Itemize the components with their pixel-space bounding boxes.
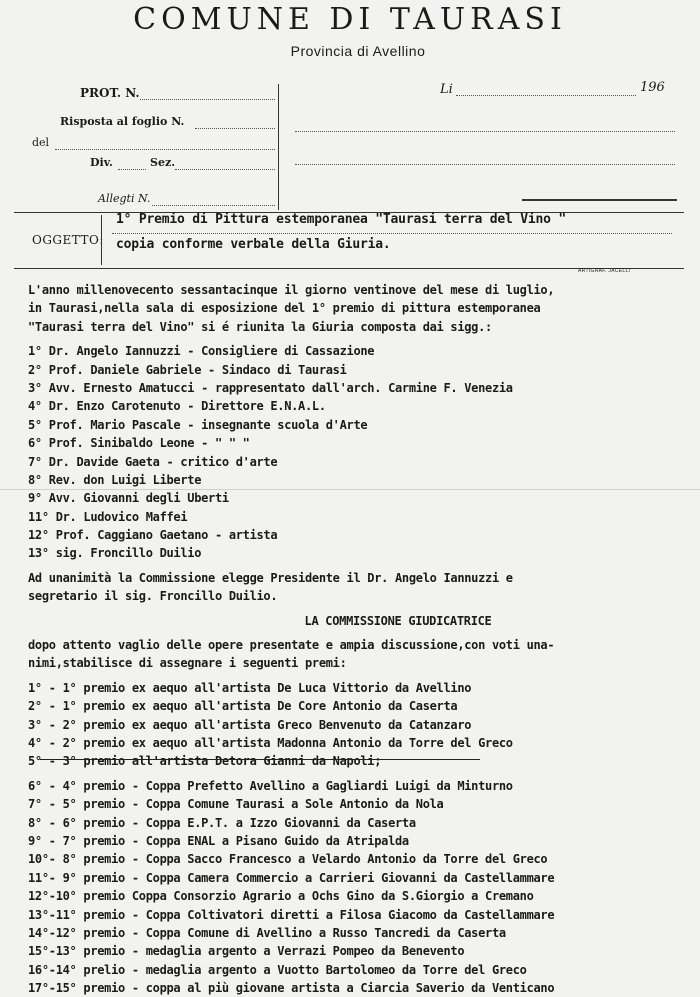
allegati-dotted-line: [152, 205, 275, 206]
risposta-dotted-line: [195, 128, 275, 129]
jury-member: 1° Dr. Angelo Iannuzzi - Consigliere di Cassazione: [28, 344, 375, 359]
prize-line: 16°-14° prelio - medaglia argento a Vuotto Bartolomeo da Torre del Greco: [28, 962, 527, 977]
year-label: 196: [640, 80, 665, 95]
verbale-body: [28, 281, 700, 997]
prot-label: PROT. N.: [80, 86, 140, 100]
deliberation-line: nimi,stabilisce di assegnare i seguenti premi:: [28, 656, 347, 671]
prize-line: 8° - 6° premio - Coppa E.P.T. a Izzo Giovanni da Caserta: [28, 815, 416, 830]
jury-member: 4° Dr. Enzo Carotenuto - Direttore E.N.A.L.: [28, 399, 326, 414]
decision-line: Ad unanimità la Commissione elegge Presidente il Dr. Angelo Iannuzzi e: [28, 570, 513, 585]
prize-line: 7° - 5° premio - Coppa Comune Taurasi a Sole Antonio da Nola: [28, 797, 444, 812]
header-divider: [278, 84, 279, 210]
prize-line: 9° - 7° premio - Coppa ENAL a Pisano Guido da Atripalda: [28, 833, 409, 848]
prize-line: 12°-10° premio Coppa Consorzio Agrario a Ochs Gino da S.Giorgio a Cremano: [28, 889, 534, 904]
handwritten-underline: [40, 759, 480, 760]
address-line-3: [522, 199, 677, 201]
intro-line: L'anno millenovecento sessantacinque il giorno ventinove del mese di luglio,: [28, 283, 555, 297]
jury-member: 12° Prof. Caggiano Gaetano - artista: [28, 528, 278, 543]
jury-member: 3° Avv. Ernesto Amatucci - rappresentato dall'arch. Carmine F. Venezia: [28, 380, 513, 395]
deliberation-line: dopo attento vaglio delle opere presentate e ampia discussione,con voti una-: [28, 638, 555, 653]
jury-member: 11° Dr. Ludovico Maffei: [28, 509, 188, 524]
prize-line: 4° - 2° premio ex aequo all'artista Madonna Antonio da Torre del Greco: [28, 735, 513, 750]
prize-line: 6° - 4° premio - Coppa Prefetto Avellino a Gagliardi Luigi da Minturno: [28, 778, 513, 793]
risposta-label: Risposta al foglio N.: [60, 115, 185, 128]
intro-line: in Taurasi,nella sala di esposizione del 1° premio di pittura estemporanea: [28, 301, 541, 316]
oggetto-line-2: copia conforme verbale della Giuria.: [116, 237, 391, 252]
prot-dotted-line: [140, 99, 275, 100]
del-label: del: [32, 136, 50, 149]
prize-line: 13°-11° premio - Coppa Coltivatori diretti a Filosa Giacomo da Castellammare: [28, 907, 555, 922]
jury-member: 5° Prof. Mario Pascale - insegnante scuola d'Arte: [28, 417, 368, 432]
prize-line: 2° - 1° premio ex aequo all'artista De Core Antonio da Caserta: [28, 699, 458, 714]
sez-label: Sez.: [150, 156, 176, 169]
del-dotted-line: [55, 149, 275, 150]
jury-member: 2° Prof. Daniele Gabriele - Sindaco di Taurasi: [28, 362, 347, 377]
prize-line: 14°-12° premio - Coppa Comune di Avellino a Russo Tancredi da Caserta: [28, 925, 506, 940]
div-label: Div.: [90, 156, 113, 169]
li-label: Li: [440, 82, 453, 97]
prize-line: 3° - 2° premio ex aequo all'artista Greco Benvenuto da Catanzaro: [28, 717, 472, 732]
jury-member: 7° Dr. Davide Gaeta - critico d'arte: [28, 454, 278, 469]
sez-dotted-line: [175, 169, 275, 170]
li-dotted-line: [456, 95, 636, 96]
printer-mark: ARTIGRAF. JACELLI: [578, 268, 631, 274]
jury-member: 8° Rev. don Luigi Liberte: [28, 472, 202, 487]
address-line-2: [295, 164, 675, 165]
prize-line: 11°- 9° premio - Coppa Camera Commercio a Carrieri Giovanni da Castellammare: [28, 870, 555, 885]
province-subtitle: Provincia di Avellino: [290, 43, 426, 59]
address-line-1: [295, 131, 675, 132]
decision-line: segretario il sig. Froncillo Duilio.: [28, 589, 278, 604]
commission-heading: LA COMMISSIONE GIUDICATRICE: [304, 613, 492, 628]
prize-line: 15°-13° premio - medaglia argento a Verrazi Pompeo da Benevento: [28, 944, 465, 959]
municipality-title: COMUNE DI TAURASI: [133, 2, 567, 37]
prize-line: 5° - 3° premio all'artista Detora Gianni da Napoli;: [28, 754, 382, 769]
intro-line: "Taurasi terra del Vino" si é riunita la Giuria composta dai sigg.:: [28, 319, 492, 334]
oggetto-divider: [101, 215, 102, 265]
jury-member: 9° Avv. Giovanni degli Uberti: [28, 491, 229, 506]
prize-line: 10°- 8° premio - Coppa Sacco Francesco a Velardo Antonio da Torre del Greco: [28, 852, 548, 867]
jury-member: 6° Prof. Sinibaldo Leone - " " ": [28, 436, 250, 451]
oggetto-dotted-line: [112, 233, 672, 234]
jury-member: 13° sig. Froncillo Duilio: [28, 546, 202, 561]
prize-line: 17°-15° premio - coppa al più giovane artista a Ciarcia Saverio da Venticano: [28, 981, 555, 996]
oggetto-label: OGGETTO:: [32, 233, 104, 247]
allegati-label: Allegti N.: [98, 192, 151, 205]
prize-line: 1° - 1° premio ex aequo all'artista De Luca Vittorio da Avellino: [28, 680, 472, 695]
div-dotted-line: [118, 169, 146, 170]
oggetto-line-1: 1° Premio di Pittura estemporanea "Taurasi terra del Vino ": [116, 212, 566, 227]
